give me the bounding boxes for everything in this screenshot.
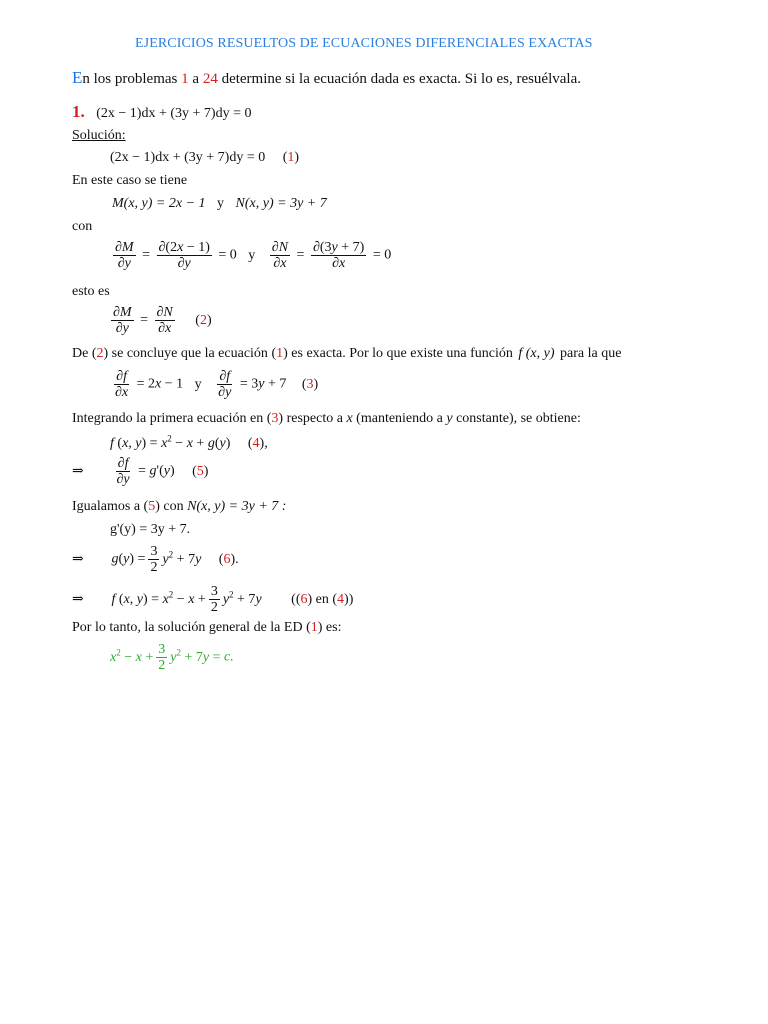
var-y: y (446, 411, 453, 426)
problem-equation: (2x − 1)dx + (3y + 7)dy = 0 (96, 106, 252, 121)
f-partials: $\frac{\partial f}{\partial x}$ = 2x − 1 y $\frac{\partial f}{\partial y}$ = 3y + 7 (3) (115, 369, 319, 400)
gprime-equation: g'(y) = 3y + 7. (110, 522, 191, 537)
text-manteniendo: (manteniendo a (352, 411, 447, 426)
text-de: De (72, 346, 92, 361)
equation-4: f (x, $y) = x^2 - x + g(y)$ (4), (110, 433, 268, 451)
text-esto-es: esto es (72, 284, 110, 299)
conj-y-1: y (217, 196, 225, 211)
equation-5: ⇒ $\frac{\partial f}{\partial y}$ = g'(y) (5) (72, 456, 209, 487)
intro-text-3: determine si la ecuación dada es exacta. Si lo es, resuélvala. (217, 71, 581, 87)
text-por-lo-tanto: Por lo tanto, la solución general de la ED (72, 620, 307, 635)
problem-heading (72, 104, 251, 122)
text-es: es: (322, 620, 342, 635)
tag-4: 4 (252, 436, 260, 451)
partial-derivatives: $\frac{\partial M}{\partial y}$ = $\frac{\partial(2x - 1)}{\partial y}$ = 0 y $\frac{\partial N}{\partial x}$ = $\frac{\partial(3y + 7)}{\partial x}$ = 0 (115, 240, 392, 271)
text-con-n: con (159, 499, 188, 514)
intro-number-1: 1 (181, 71, 189, 87)
ref-3: 3 (271, 411, 279, 426)
text-con: con (72, 219, 93, 234)
text-para-la-que: para la que (556, 346, 622, 361)
ref-4: 4 (337, 591, 345, 607)
constant-c: c. (224, 649, 234, 665)
solution-label: Solución: (72, 128, 126, 143)
tag-3: 3 (306, 376, 314, 392)
equation-1: (2x − 1)dx + (3y + 7)dy = 0 (1) (110, 150, 300, 165)
intro-paragraph (72, 70, 581, 87)
page-title: EJERCICIOS RESUELTOS DE ECUACIONES DIFERENCIALES EXACTAS (135, 36, 593, 51)
tag-6: 6 (223, 551, 231, 567)
intro-number-24: 24 (202, 71, 218, 87)
tag-5: 5 (196, 463, 204, 479)
intro-text-2: a (188, 71, 203, 87)
equation-1-text: (2x − 1)dx + (3y + 7)dy = 0 (110, 150, 266, 165)
ref-1: 1 (276, 346, 284, 361)
f-solution: ⇒ f (x, $y) = x^2 - x$ + $\frac{3}{2}$ $y^2 + 7y$ ((6) en (4)) (72, 584, 354, 615)
text-igualamos: Igualamos a (72, 499, 144, 514)
exactness-condition: $\frac{\partial M}{\partial y}$ = $\frac{\partial N}{\partial x}$ (2) (113, 305, 212, 336)
implies-2: ⇒ (72, 551, 84, 567)
implies-1: ⇒ (72, 463, 84, 479)
text-concluye: se concluye que la ecuación (108, 346, 272, 361)
text-respecto: respecto a (283, 411, 347, 426)
problem-number: 1. (72, 102, 85, 121)
intro-text-1: n los problemas (82, 71, 182, 87)
text-integrando: Integrando la primera ecuación en (72, 411, 267, 426)
m-definition: M(x, y) = 2x − 1 (112, 196, 206, 211)
n-expression: N(x, y) = 3y + 7 : (187, 499, 287, 514)
text-en-este-caso: En este caso se tiene (72, 173, 188, 188)
igualamos-line: Igualamos a (5) con N(x, y) = 3y + 7 : (72, 499, 287, 514)
ref-1b: 1 (310, 620, 318, 635)
n-definition: N(x, y) = 3y + 7 (235, 196, 327, 211)
general-solution: $x^2 - x$ + $\frac{3}{2}$ $y^2 + 7y = c$. (110, 642, 234, 673)
intro-initial: E (72, 68, 83, 87)
integration-line: Integrando la primera ecuación en (3) respecto a x (manteniendo a y constante), se obtiene: (72, 411, 581, 426)
text-es-exacta: es exacta. Por lo que existe una función (287, 346, 517, 361)
text-constante: constante), se obtiene: (452, 411, 581, 426)
implies-3: ⇒ (72, 591, 84, 607)
tag-2: 2 (199, 312, 207, 328)
por-lo-tanto-line: Por lo tanto, la solución general de la ED (1) es: (72, 620, 342, 635)
var-x: x (346, 411, 353, 426)
ref-2: 2 (96, 346, 104, 361)
ref-5: 5 (148, 499, 156, 514)
tag-1: 1 (287, 150, 295, 165)
fxy-ref: f (x, y) (518, 346, 555, 361)
m-n-definitions (112, 196, 327, 212)
equation-6: ⇒ g(y) = $\frac{3}{2}$ $y^2 + 7y$ (6). (72, 544, 239, 575)
conclusion-line: De (2) se concluye que la ecuación (1) es exacta. Por lo que existe una función f (x, y) para la que (72, 346, 622, 361)
ref-6: 6 (300, 591, 308, 607)
